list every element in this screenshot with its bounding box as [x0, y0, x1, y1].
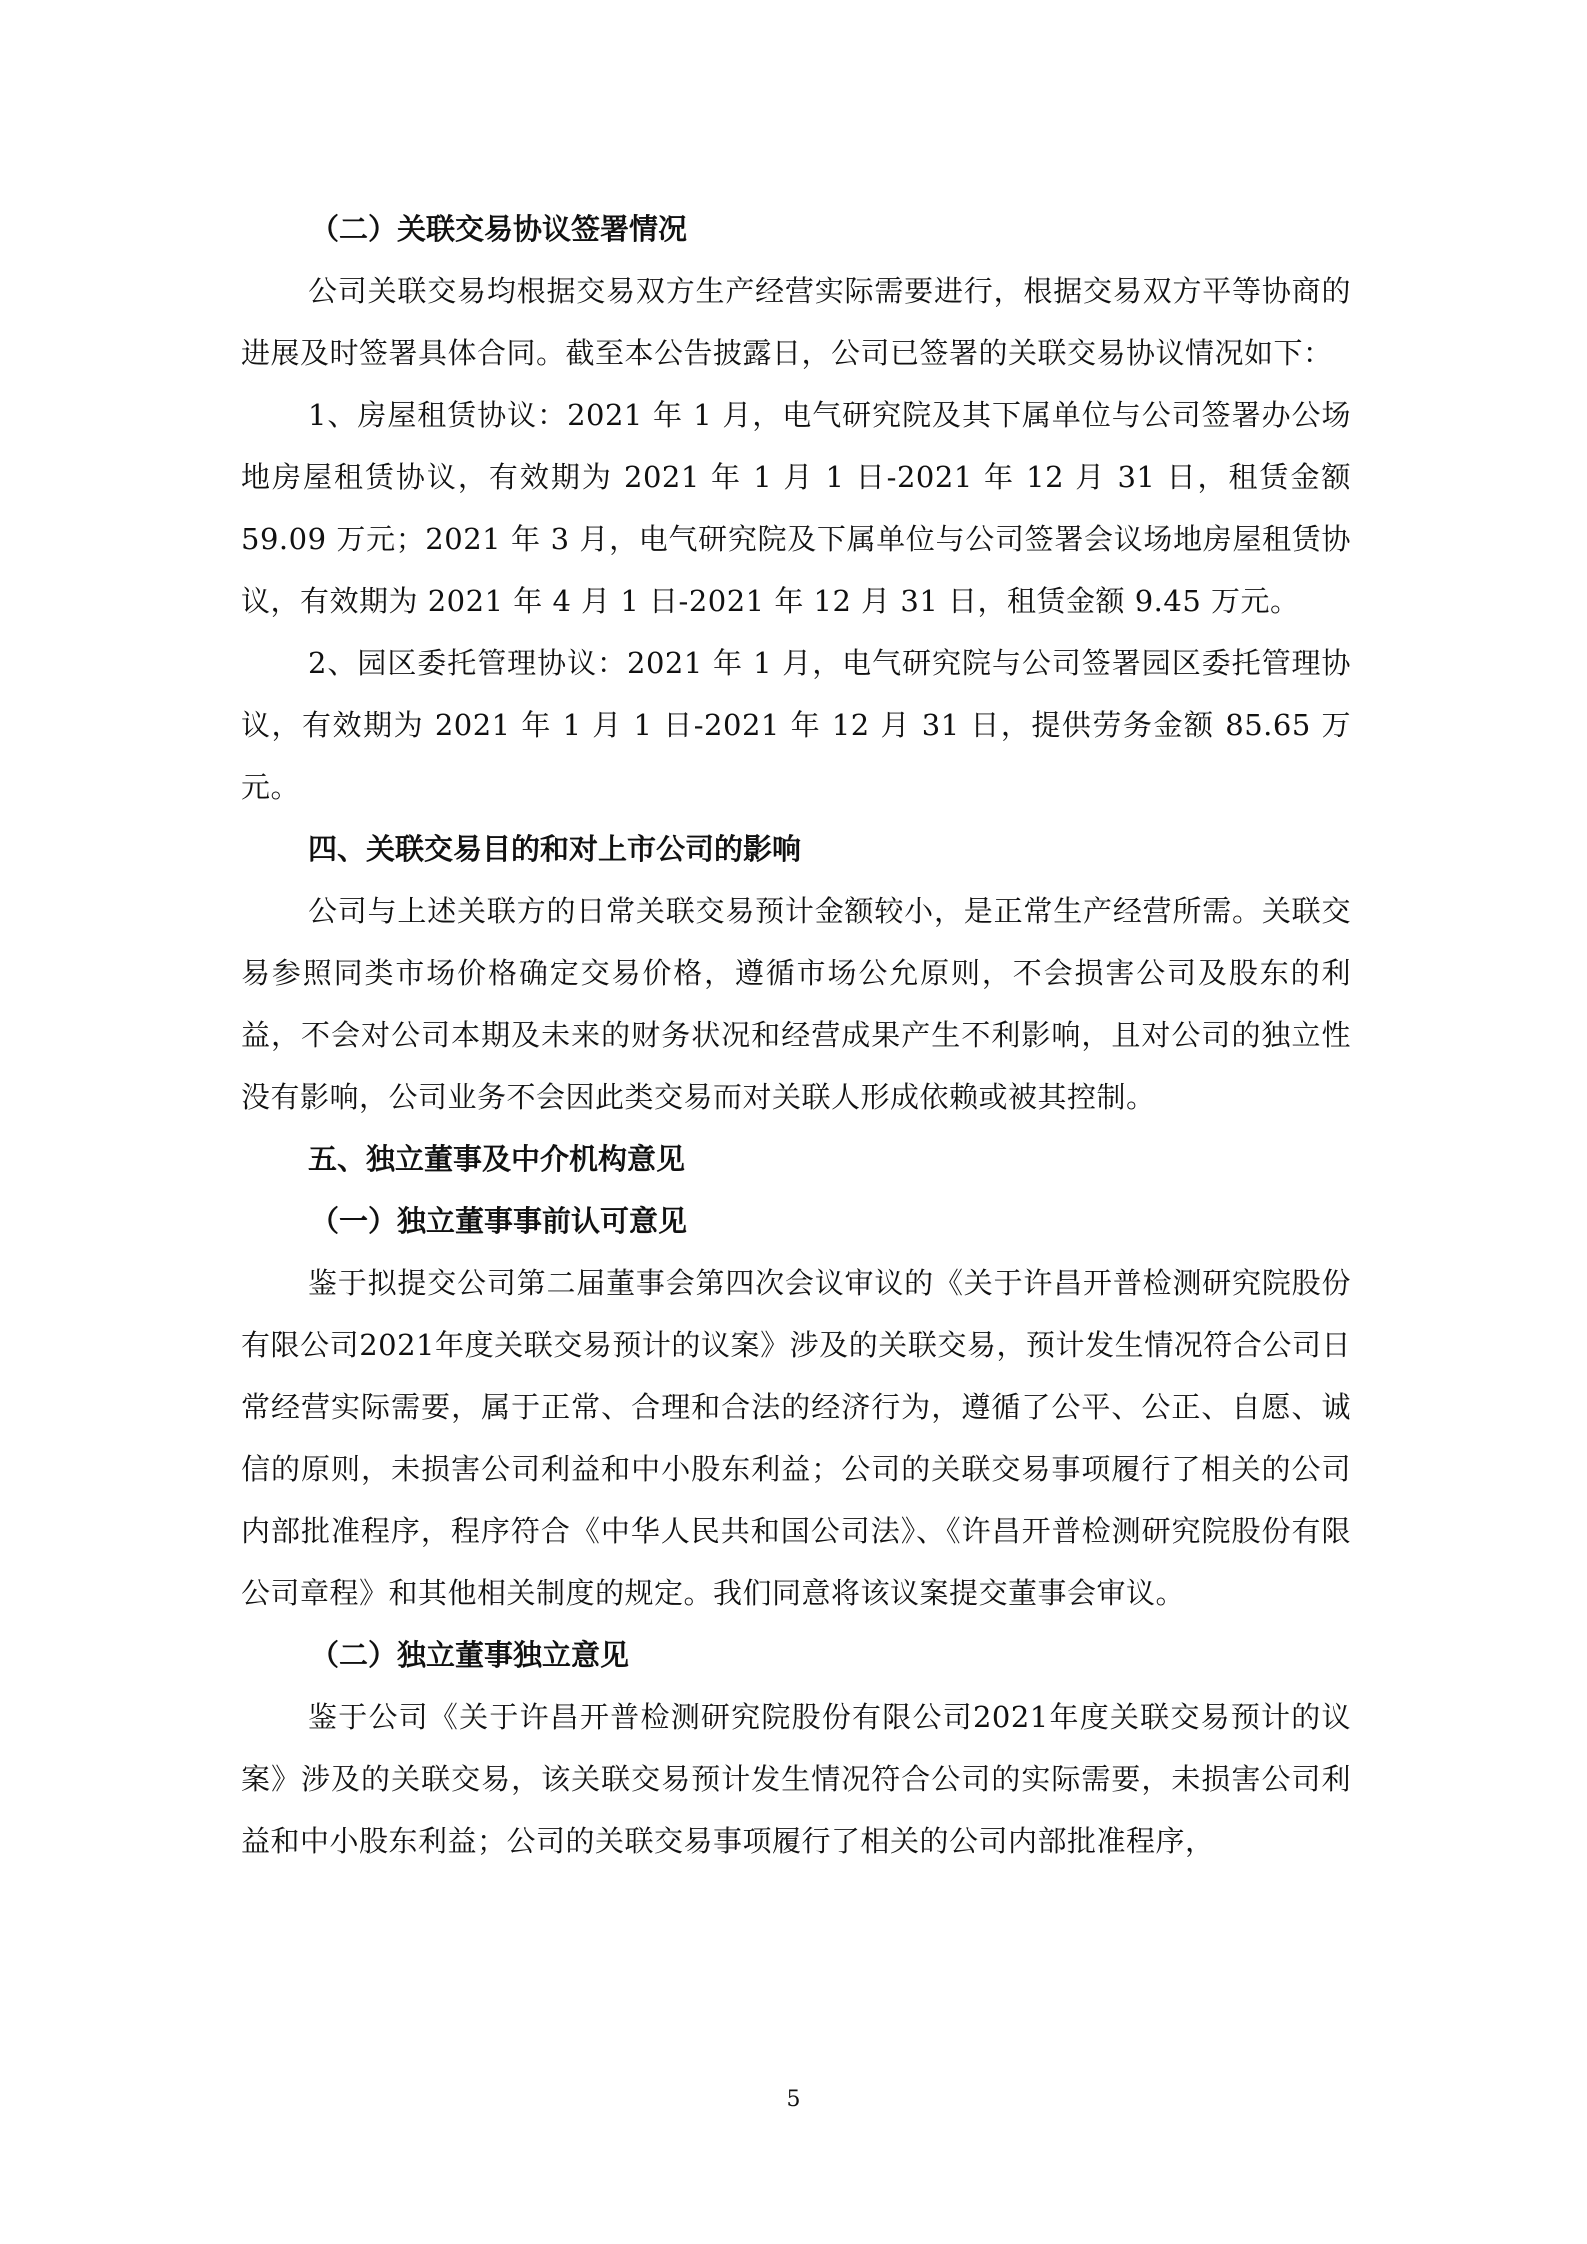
paragraph-purpose-impact: 公司与上述关联方的日常关联交易预计金额较小，是正常生产经营所需。关联交易参照同类市场价格确定交易价格，遵循市场公允原则，不会损害公司及股东的利益，不会对公司本期及未来的财务状况和经营成果产生不利影响，且对公司的独立性没有影响，公司业务不会因此类交易而对关联人形成依赖或被其控制。 — [241, 894, 1351, 1114]
heading-prior-approval: （一）独立董事事前认可意见 — [310, 1204, 688, 1238]
heading-independent-opinion: （二）独立董事独立意见 — [310, 1638, 630, 1672]
heading-purpose-impact: 四、关联交易目的和对上市公司的影响 — [308, 832, 802, 866]
paragraph-agreement-intro: 公司关联交易均根据交易双方生产经营实际需要进行，根据交易双方平等协商的进展及时签署具体合同。截至本公告披露日，公司已签署的关联交易协议情况如下： — [241, 274, 1351, 370]
paragraph-house-lease: 1、房屋租赁协议：2021 年 1 月，电气研究院及其下属单位与公司签署办公场地房屋租赁协议，有效期为 2021 年 1 月 1 日-2021 年 12 月 31 日，租赁金额59.09 万元；2021 年 3 月，电气研究院及下属单位与公司签署会议场地房屋租赁协议，有效期为 2021 年 4 月 1 日-2021 年 12 月 31 日，租赁金额 9.45 万元。 — [241, 398, 1351, 618]
paragraph-prior-approval: 鉴于拟提交公司第二届董事会第四次会议审议的《关于许昌开普检测研究院股份有限公司2021年度关联交易预计的议案》涉及的关联交易，预计发生情况符合公司日常经营实际需要，属于正常、合理和合法的经济行为，遵循了公平、公正、自愿、诚信的原则，未损害公司利益和中小股东利益；公司的关联交易事项履行了相关的公司内部批准程序，程序符合《中华人民共和国公司法》、《许昌开普检测研究院股份有限公司章程》和其他相关制度的规定。我们同意将该议案提交董事会审议。 — [241, 1266, 1351, 1610]
page-number: 5 — [786, 2087, 801, 2112]
paragraph-park-management: 2、园区委托管理协议：2021 年 1 月，电气研究院与公司签署园区委托管理协议，有效期为 2021 年 1 月 1 日-2021 年 12 月 31 日，提供劳务金额 85.65 万元。 — [241, 646, 1351, 804]
document-body — [241, 198, 1351, 1872]
heading-agreement-signing: （二）关联交易协议签署情况 — [310, 212, 688, 246]
heading-opinions: 五、独立董事及中介机构意见 — [308, 1142, 686, 1176]
paragraph-independent-opinion: 鉴于公司《关于许昌开普检测研究院股份有限公司2021年度关联交易预计的议案》涉及的关联交易，该关联交易预计发生情况符合公司的实际需要，未损害公司利益和中小股东利益；公司的关联交易事项履行了相关的公司内部批准程序， — [241, 1700, 1351, 1858]
